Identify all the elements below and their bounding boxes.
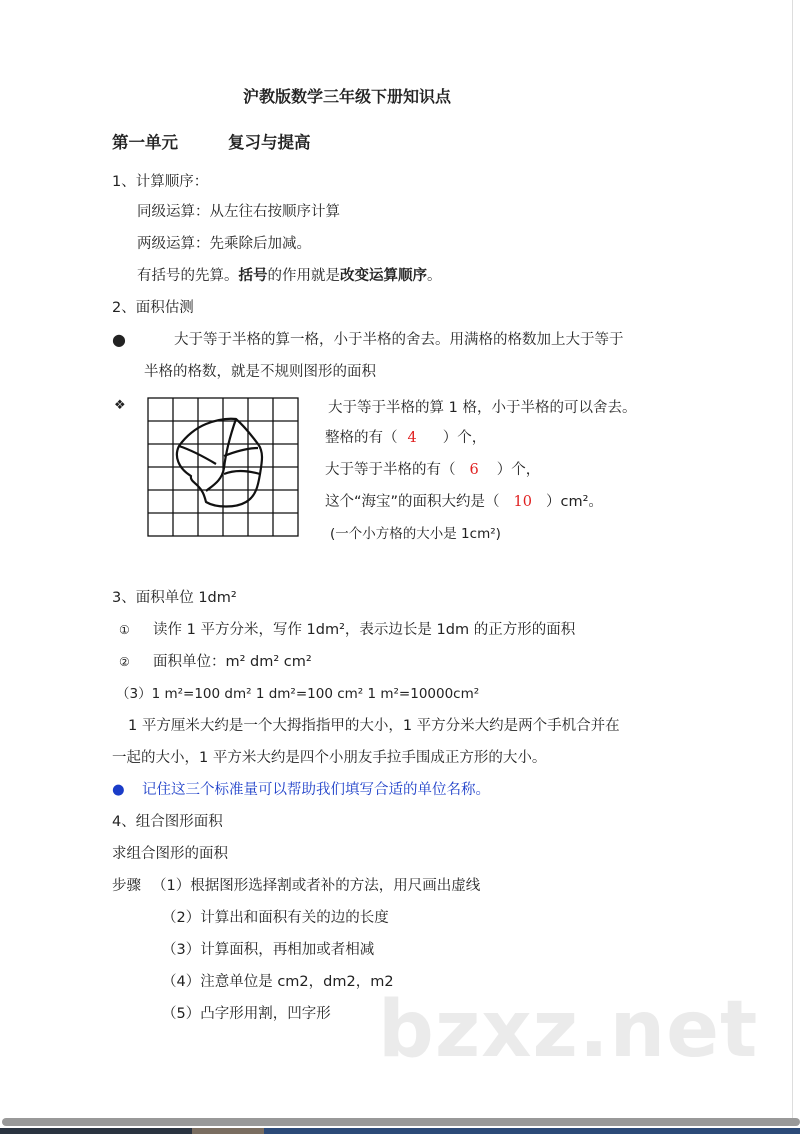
text: ）cm²。 [545,494,603,510]
watermark: bzxz.net [378,985,759,1075]
calc-order-line: 两级运算：先乘除后加减。 [137,236,311,252]
page-edge [792,0,793,1118]
steps-label: 步骤 [112,878,141,894]
tip-note: 记住这三个标准量可以帮助我们填写合适的单位名称。 [142,782,490,798]
calc-order-line [137,266,442,286]
text: 的作用就是 [267,268,340,284]
item-number: ② [119,655,130,669]
section-1-heading: 1、计算顺序： [112,174,209,190]
text: 大于等于半格的有（ [325,462,456,478]
step-item: （5）凸字形用割，凹字形 [162,1006,331,1022]
section-4-heading: 4、组合图形面积 [112,814,223,830]
text: 改变运算顺序 [340,268,427,284]
item-number: ① [119,623,130,637]
text: ）个， [496,462,541,478]
unit-note: (一个小方格的大小是 1cm²) [330,526,501,542]
document-title: 沪教版数学三年级下册知识点 [243,87,452,106]
estimate-rule: 半格的格数，就是不规则图形的面积 [144,364,376,380]
answer-value: 4 [407,430,417,446]
estimate-rule: 大于等于半格的算一格，小于半格的舍去。用满格的格数加上大于等于 [174,332,624,348]
area-line [325,492,603,512]
unit-item: 读作 1 平方分米，写作 1dm²，表示边长是 1dm 的正方形的面积 [153,622,576,638]
half-squares-line [325,460,540,480]
horizontal-scrollbar[interactable] [2,1118,800,1126]
bottom-strip [0,1128,800,1134]
section-2-heading: 2、面积估测 [112,300,194,316]
unit-description: 1 平方厘米大约是一个大拇指指甲的大小，1 平方分米大约是两个手机合并在 [128,718,620,734]
unit-label: 第一单元 [112,133,178,152]
diamond-bullet-icon: ❖ [114,398,126,413]
text: 有括号的先算。 [137,268,239,284]
unit-description: 一起的大小，1 平方米大约是四个小朋友手拉手围成正方形的大小。 [112,750,547,766]
step-item: （1）根据图形选择割或者补的方法，用尺画出虚线 [152,878,481,894]
unit-conversions: （3）1 m²=100 dm² 1 dm²=100 cm² 1 m²=10000cm² [116,686,480,702]
step-item: （2）计算出和面积有关的边的长度 [162,910,389,926]
full-squares-line [325,428,486,448]
text: 括号 [238,268,268,284]
section-4-subheading: 求组合图形的面积 [112,846,228,862]
text: 这个“海宝”的面积大约是（ [325,494,500,510]
text: ）个， [442,430,487,446]
section-3-heading: 3、面积单位 1dm² [112,590,237,606]
unit-item: 面积单位：m² dm² cm² [153,654,312,670]
grid-figure [146,396,302,540]
unit-name: 复习与提高 [228,133,311,152]
calc-order-line: 同级运算：从左往右按顺序计算 [137,204,340,220]
step-item: （4）注意单位是 cm2，dm2，m2 [162,974,394,990]
text: 。 [427,268,442,284]
text: 整格的有（ [325,430,398,446]
bullet-icon: ● [112,330,126,349]
blue-bullet-icon: ● [112,782,125,798]
answer-value: 10 [513,494,532,510]
estimate-hint: 大于等于半格的算 1 格，小于半格的可以舍去。 [328,400,637,416]
step-item: （3）计算面积，再相加或者相减 [162,942,375,958]
answer-value: 6 [469,462,479,478]
haibao-shape [177,419,262,507]
